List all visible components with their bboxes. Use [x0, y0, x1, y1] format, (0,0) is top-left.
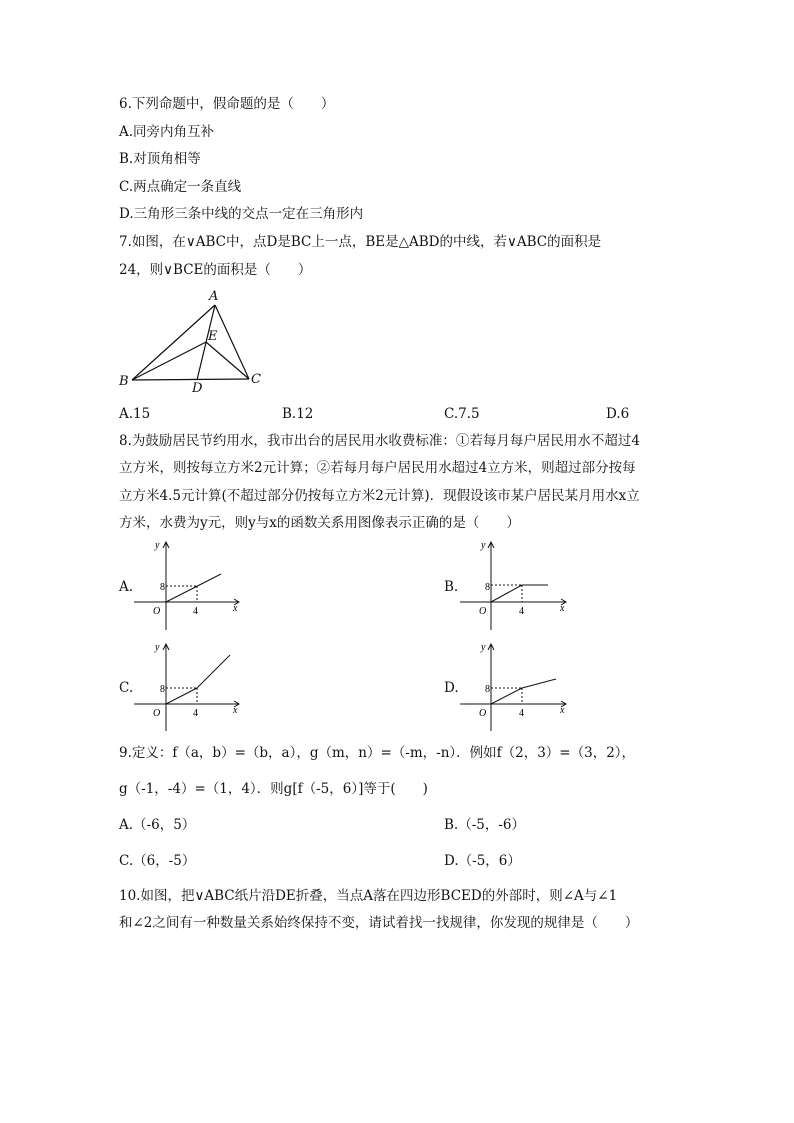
q8-graph-a-x-tick: 4 [193, 606, 198, 617]
q6-stem: 6.下列命题中，假命题的是（ ） [119, 96, 335, 112]
q8-graph-c-x-tick: 4 [193, 708, 198, 719]
q9-option-d: D.（-5，6） [444, 853, 521, 869]
q8-graph-b-y-axis-label: y [481, 540, 486, 551]
q8-graph-d-x-tick: 4 [519, 708, 524, 719]
q8-stem-line2: 立方米，则按每立方米2元计算；②若每月每户居民用水超过4立方米，则超过部分按每 [119, 460, 636, 476]
q9-option-c: C.（6，-5） [119, 853, 196, 869]
q8-graph-d-y-axis-label: y [481, 642, 486, 653]
q8-graph-a-origin: O [153, 606, 161, 617]
q8-graph-d-y-tick: 8 [485, 684, 490, 695]
q8-graph-b-x-tick: 4 [519, 606, 524, 617]
q7-option-b: B.12 [282, 406, 314, 422]
q8-stem-line4: 方米，水费为y元，则y与x的函数关系用图像表示正确的是（ ） [119, 515, 520, 531]
q8-graph-a-x-axis-label: x [233, 603, 238, 614]
q9-option-b: B.（-5，-6） [444, 817, 526, 833]
q7-stem-line1: 7.如图，在∨ABC中，点D是BC上一点，BE是△ABD的中线，若∨ABC的面积是 [119, 234, 602, 250]
q9-stem-line1: 9.定义：f（a，b）=（b，a），g（m，n）=（-m，-n）．例如f（2，3）=（3，2）， [119, 745, 636, 761]
q8-graph-b-y-tick: 8 [485, 582, 490, 593]
q7-stem-line2: 24，则∨BCE的面积是（ ） [119, 262, 312, 278]
q7-option-d: D.6 [606, 406, 630, 422]
q8-graph-d-origin: O [479, 708, 487, 719]
q7-point-b: B [119, 374, 129, 389]
q7-point-a: A [209, 289, 219, 304]
q8-graph-a-y-axis-label: y [155, 540, 160, 551]
q8-graph-c-x-axis-label: x [233, 705, 238, 716]
q8-graph-a-y-tick: 8 [160, 582, 165, 593]
q8-graph-d-label: D. [444, 680, 459, 696]
q8-graph-a-label: A. [119, 579, 134, 595]
q7-point-d: D [192, 381, 203, 396]
q8-stem-line1: 8.为鼓励居民节约用水，我市出台的居民用水收费标准：①若每月每户居民用水不超过4 [119, 433, 640, 449]
q10-stem-line2: 和∠2之间有一种数量关系始终保持不变，请试着找一找规律，你发现的规律是（ ） [119, 915, 639, 931]
q10-stem-line1: 10.如图，把∨ABC纸片沿DE折叠，当点A落在四边形BCED的外部时，则∠A与∠1 [119, 888, 618, 904]
q8-graph-c-y-tick: 8 [160, 684, 165, 695]
q8-graph-c-y-axis-label: y [155, 642, 160, 653]
q8-graph-c-label: C. [119, 680, 134, 696]
q8-graph-b-origin: O [479, 606, 487, 617]
q7-option-c: C.7.5 [444, 406, 480, 422]
q6-option-d: D.三角形三条中线的交点一定在三角形内 [119, 206, 364, 222]
q7-point-c: C [251, 372, 261, 387]
q8-graph-b-label: B. [444, 579, 459, 595]
q6-option-b: B.对顶角相等 [119, 151, 201, 167]
q9-option-a: A.（-6，5） [119, 817, 196, 833]
q8-graph-d-x-axis-label: x [560, 705, 565, 716]
q8-graph-b-x-axis-label: x [560, 603, 565, 614]
q6-option-a: A.同旁内角互补 [119, 124, 215, 140]
q8-stem-line3: 立方米4.5元计算(不超过部分仍按每立方米2元计算)．现假设该市某户居民某月用水x立 [119, 488, 640, 504]
q7-point-e: E [208, 329, 218, 344]
q6-option-c: C.两点确定一条直线 [119, 179, 242, 195]
q7-option-a: A.15 [119, 406, 151, 422]
q8-graph-c-origin: O [153, 708, 161, 719]
q9-stem-line2: g（-1，-4）=（1，4）．则g[f（-5，6）]等于( ) [119, 781, 428, 797]
